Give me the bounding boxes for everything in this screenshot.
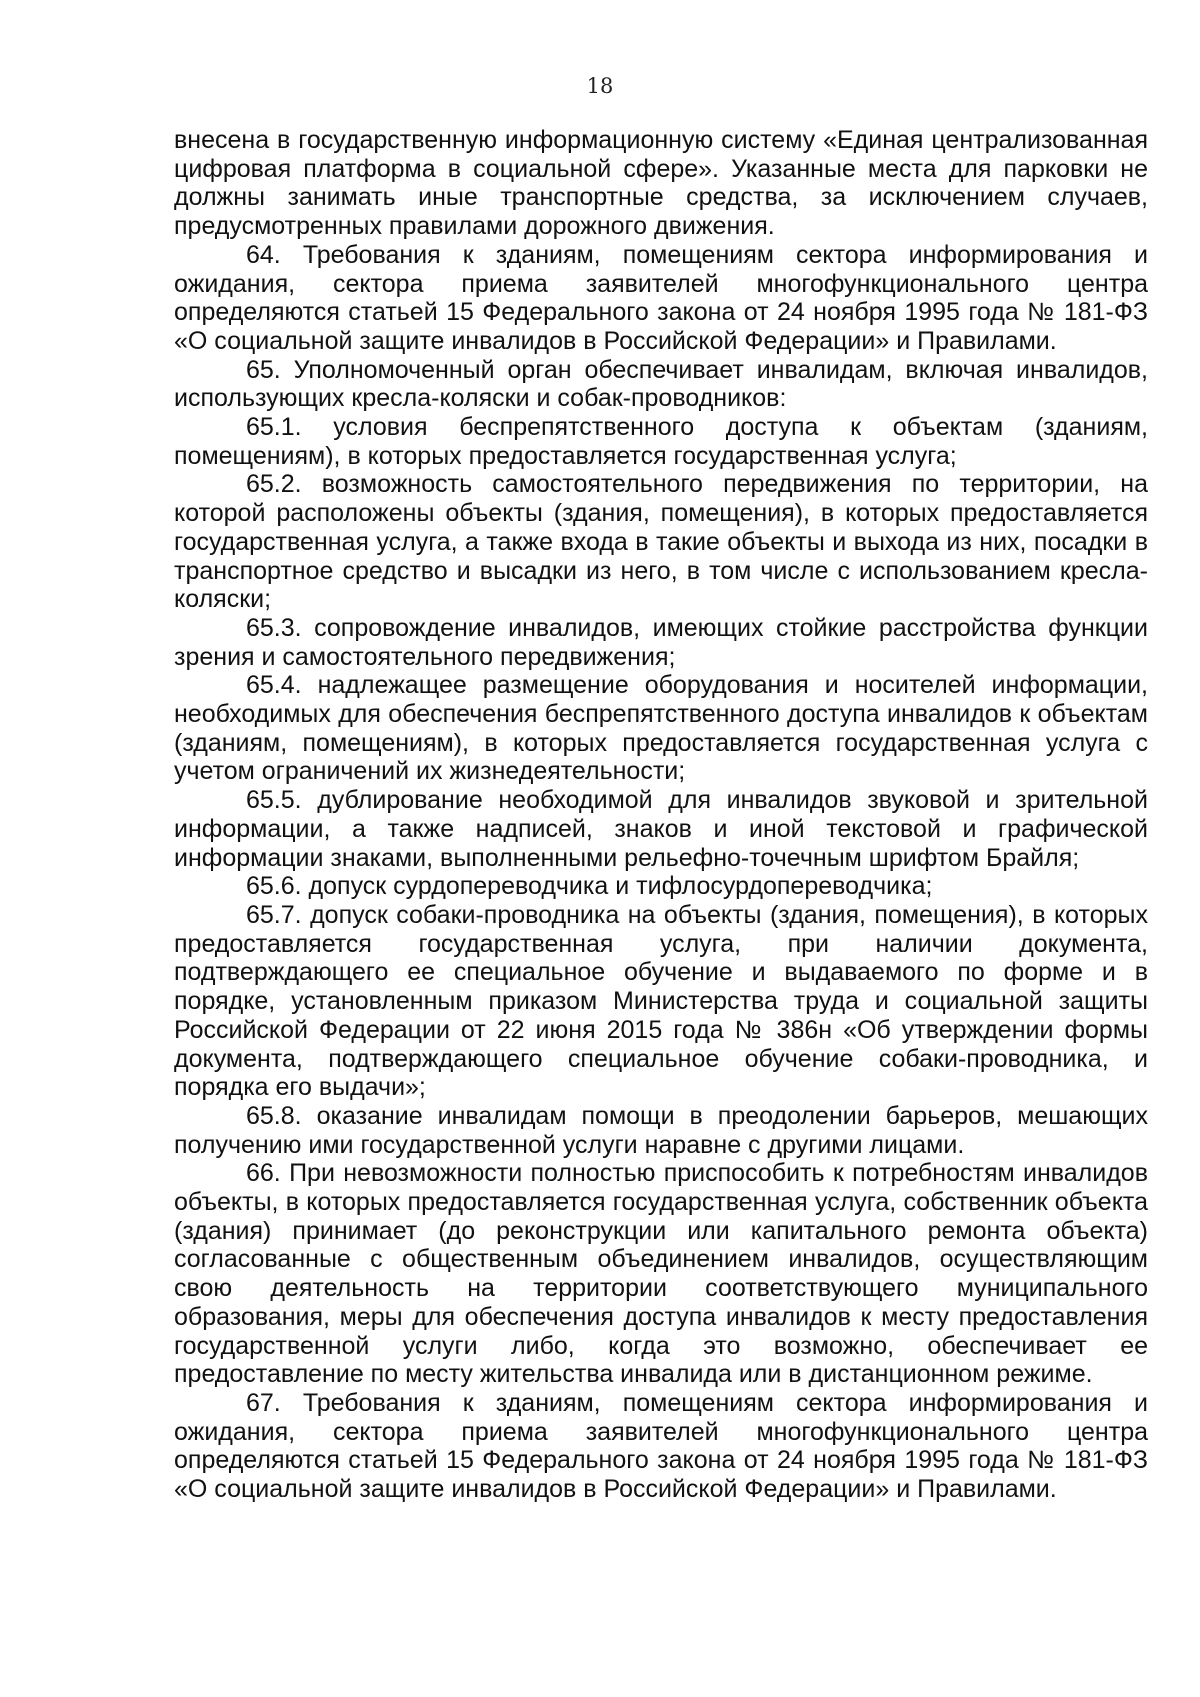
paragraph-65-1: 65.1. условия беспрепятственного доступа к объектам (зданиям, помещениям), в которых предоставляется государственная услуга; <box>174 413 1148 470</box>
paragraph-67: 67. Требования к зданиям, помещениям сектора информирования и ожидания, сектора приема заявителей многофункционального центра определяются статьей 15 Федерального закона от 24 ноября 1995 года № 181-ФЗ «О социальной защите инвалидов в Российской Федерации» и Правилами. <box>174 1388 1148 1504</box>
paragraph-65-6: 65.6. допуск сурдопереводчика и тифлосурдопереводчика; <box>246 872 933 901</box>
page-number: 18 <box>586 74 614 98</box>
paragraph-65-3: 65.3. сопровождение инвалидов, имеющих стойкие расстройства функции зрения и самостоятельного передвижения; <box>174 613 1148 671</box>
paragraph-65-7: 65.7. допуск собаки-проводника на объекты (здания, помещения), в которых предоставляется государственная услуга, при наличии документа, подтверждающего ее специальное обучение и выдаваемого по форме и в порядке, установленным приказом Министерства труда и социальной защиты Российской Федерации от 22 июня 2015 года № 386н «Об утверждении формы документа, подтверждающего специальное обучение собаки-проводника, и порядка его выдачи»; <box>174 900 1148 1102</box>
paragraph-continuation: внесена в государственную информационную систему «Единая централизованная цифровая платформа в социальной сфере». Указанные места для парковки не должны занимать иные транспортные средства, за исключением случаев, предусмотренных правилами дорожного движения. <box>174 126 1148 241</box>
paragraph-65-4: 65.4. надлежащее размещение оборудования и носителей информации, необходимых для обеспечения беспрепятственного доступа инвалидов к объектам (зданиям, помещениям), в которых предоставляется государственная услуга с учетом ограничений их жизнедеятельности; <box>174 671 1148 786</box>
paragraph-65-2: 65.2. возможность самостоятельного передвижения по территории, на которой расположены объекты (здания, помещения), в которых предоставляется государственная услуга, а также входа в такие объекты и выхода из них, посадки в транспортное средство и высадки из него, в том числе с использованием кресла-коляски; <box>174 470 1148 614</box>
paragraph-65: 65. Уполномоченный орган обеспечивает инвалидам, включая инвалидов, использующих кресла-коляски и собак-проводников: <box>174 355 1148 413</box>
paragraph-65-5: 65.5. дублирование необходимой для инвалидов звуковой и зрительной информации, а также надписей, знаков и иной текстовой и графической информации знаками, выполненными рельефно-точечным шрифтом Брайля; <box>174 786 1148 872</box>
paragraph-66: 66. При невозможности полностью приспособить к потребностям инвалидов объекты, в которых предоставляется государственная услуга, собственник объекта (здания) принимает (до реконструкции или капитального ремонта объекта) согласованные с общественным объединением инвалидов, осуществляющим свою деятельность на территории соответствующего муниципального образования, меры для обеспечения доступа инвалидов к месту предоставления государственной услуги либо, когда это возможно, обеспечивает ее предоставление по месту жительства инвалида или в дистанционном режиме. <box>174 1159 1148 1389</box>
paragraph-64: 64. Требования к зданиям, помещениям сектора информирования и ожидания, сектора приема заявителей многофункционального центра определяются статьей 15 Федерального закона от 24 ноября 1995 года № 181-ФЗ «О социальной защите инвалидов в Российской Федерации» и Правилами. <box>174 240 1148 355</box>
document-body <box>174 126 1148 1504</box>
paragraph-65-8: 65.8. оказание инвалидам помощи в преодолении барьеров, мешающих получению ими государственной услуги наравне с другими лицами. <box>174 1101 1148 1159</box>
